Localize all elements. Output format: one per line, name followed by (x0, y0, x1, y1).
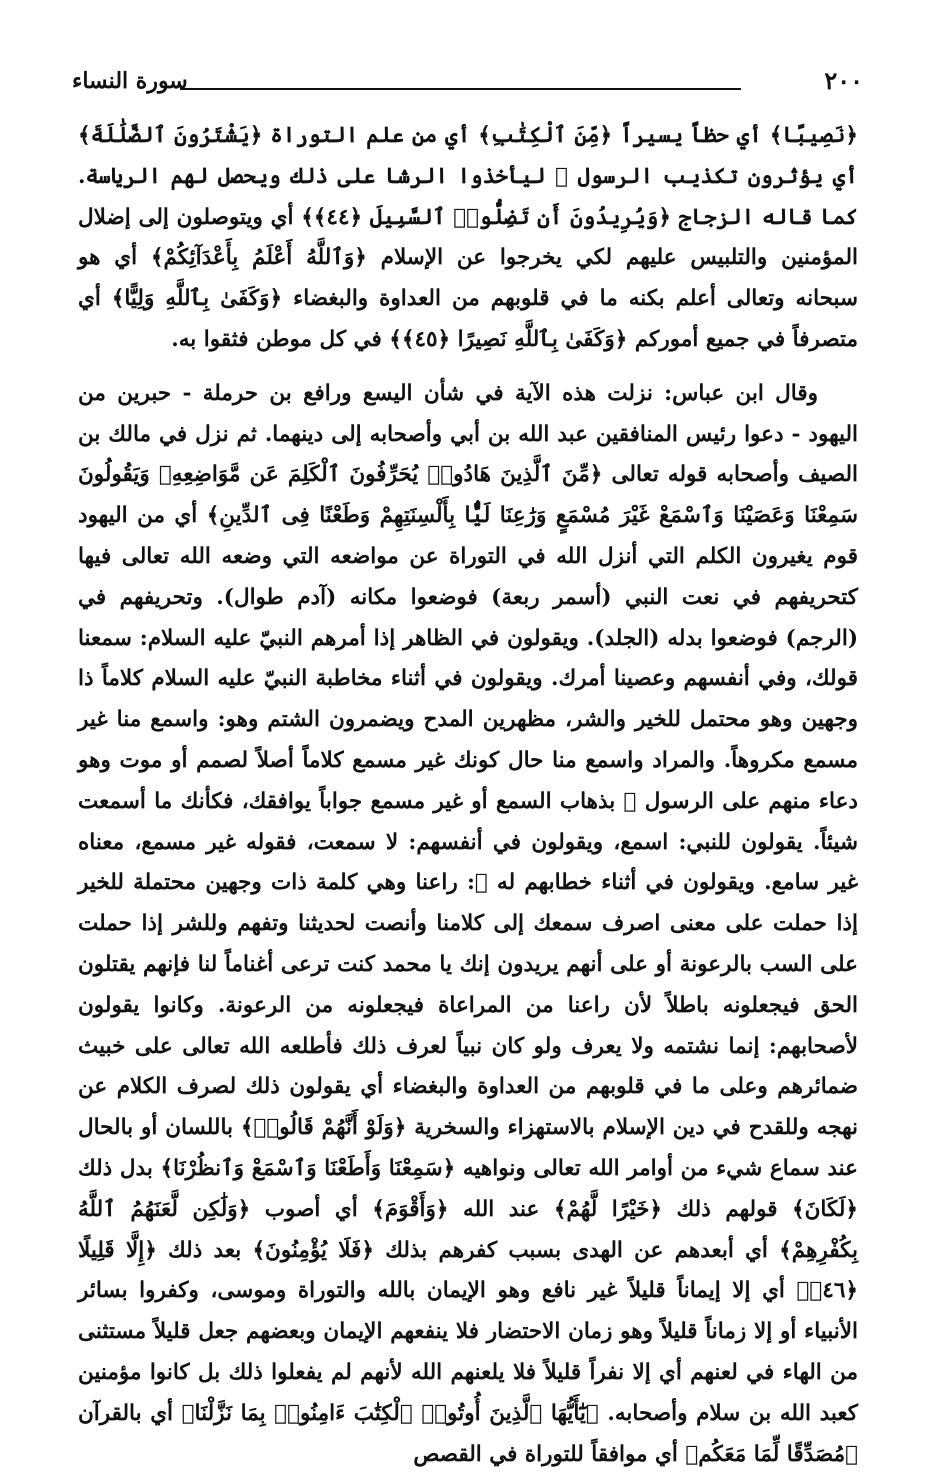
paragraph-2: وقال ابن عباس: نزلت هذه الآية في شأن اليسع ورافع بن حرملة - حبرين من اليهود - دعوا رئيس المنافقين عبد الله بن أبي وأصحابه إلى دينهما. ثم نزل في مالك بن الصيف وأصحابه قوله تعالى ﴿مِّنَ ٱلَّذِينَ هَادُوا۟ يُحَرِّفُونَ ٱلْكَلِمَ عَن مَّوَاضِعِهِۦ وَيَقُولُونَ سَمِعْنَا وَعَصَيْنَا وَٱسْمَعْ غَيْرَ مُسْمَعٍ وَرَٰعِنَا لَيًّۢا بِأَلْسِنَتِهِمْ وَطَعْنًا فِى ٱلدِّينِ﴾ أي من اليهود قوم يغيرون الكلم التي أنزل الله في التوراة عن مواضعه التي وضعه الله تعالى فيها كتحريفهم في نعت النبي (أسمر ربعة) فوضعوا مكانه (آدم طوال). وتحريفهم في (الرجم) فوضعوا بدله (الجلد). ويقولون في الظاهر إذا أمرهم النبيّ عليه السلام: سمعنا قولك، وفي أنفسهم وعصينا أمرك. ويقولون في أثناء مخاطبة النبيّ عليه السلام كلاماً ذا وجهين وهو محتمل للخير والشر، مظهرين المدح ويضمرون الشتم وهو: واسمع منا غير مسمع مكروهاً. والمراد واسمع منا حال كونك غير مسمع كلاماً أصلاً لصمم أو موت وهو دعاء منهم على الرسول ﷺ بذهاب السمع أو غير مسمع جواباً يوافقك، فكأنك ما أسمعت شيئاً. يقولون للنبي: اسمع، ويقولون في أنفسهم: لا سمعت، فقوله غير مسمع، معناه غير سامع. ويقولون في أثناء خطابهم له ﷺ: راعنا وهي كلمة ذات وجهين محتملة للخير إذا حملت على معنى اصرف سمعك إلى كلامنا وأنصت لحديثنا وتفهم وللشر إذا حملت على السب بالرعونة أو على أنهم يريدون إنك يا محمد كنت ترعى أغناماً لنا فإنهم يقتلون الحق فيجعلونه باطلاً لأن راعنا من المراعاة فيجعلونه من الرعونة. وكانوا يقولون لأصحابهم: إنما نشتمه ولا يعرف ولو كان نبياً لعرف ذلك فأطلعه الله تعالى على خبيث ضمائرهم وعلى ما في قلوبهم من العداوة والبغضاء أي يقولون ذلك لصرف الكلام عن نهجه وللقدح في دين الإسلام بالاستهزاء والسخرية ﴿وَلَوْ أَنَّهُمْ قَالُوا۟﴾ باللسان أو بالحال عند سماع شيء من أوامر الله تعالى ونواهيه ﴿سَمِعْنَا وَأَطَعْنَا وَٱسْمَعْ وَٱنظُرْنَا﴾ بدل ذلك ﴿لَكَانَ﴾ قولهم ذلك ﴿خَيْرًا لَّهُمْ﴾ عند الله ﴿وَأَقْوَمَ﴾ أي أصوب ﴿وَلَٰكِن لَّعَنَهُمُ ٱللَّهُ بِكُفْرِهِمْ﴾ أي أبعدهم عن الهدى بسبب كفرهم بذلك ﴿فَلَا يُؤْمِنُونَ﴾ بعد ذلك ﴿إِلَّا قَلِيلًا ﴿٤٦﴾﴾ أي إلا إيماناً قليلاً غير نافع وهو الإيمان بالله والتوراة وموسى، وكفروا بسائر الأنبياء أو إلا زماناً قليلاً وهو زمان الاحتضار فلا ينفعهم الإيمان وبعضهم جعل قليلاً مستثنى من الهاء في لعنهم أي إلا نفراً قليلاً فلا يلعنهم الله لأنهم لم يفعلوا ذلك بل كانوا مؤمنين كعبد الله بن سلام وأصحابه. ﴿يَٰٓأَيُّهَا ٱلَّذِينَ أُوتُوا۟ ٱلْكِتَٰبَ ءَامِنُوا۟ بِمَا نَزَّلْنَا﴾ أي بالقرآن ﴿مُصَدِّقًا لِّمَا مَعَكُم﴾ أي موافقاً للتوراة في القصص (78, 380, 858, 1467)
page-header (72, 66, 863, 100)
header-rule (180, 88, 741, 90)
page-body (78, 116, 858, 1467)
page-number: ٢٠٠ (824, 66, 863, 95)
paragraph-1: ﴿نَصِيبًا﴾ أي حظاً يسيراً ﴿مِّنَ ٱلْكِتَٰبِ﴾ أي من علم التوراة ﴿يَشْتَرُونَ ٱلضَّلَٰلَةَ﴾ أي يؤثرون تكذيب الرسول ﷺ ليأخذوا الرشا على ذلك ويحصل لهم الرياسة. كما قاله الزجاج ﴿وَيُرِيدُونَ أَن تَضِلُّوا۟ ٱلسَّبِيلَ ﴿٤٤﴾﴾ أي ويتوصلون إلى إضلال المؤمنين والتلبيس عليهم لكي يخرجوا عن الإسلام ﴿وَٱللَّهُ أَعْلَمُ بِأَعْدَآئِكُمْ﴾ أي هو سبحانه وتعالى أعلم بكنه ما في قلوبهم من العداوة والبغضاء ﴿وَكَفَىٰ بِٱللَّهِ وَلِيًّا﴾ أي متصرفاً في جميع أموركم ﴿وَكَفَىٰ بِٱللَّهِ نَصِيرًا ﴿٤٥﴾﴾ في كل موطن فثقوا به. (78, 123, 858, 352)
surah-title: سورة النساء (72, 68, 188, 94)
